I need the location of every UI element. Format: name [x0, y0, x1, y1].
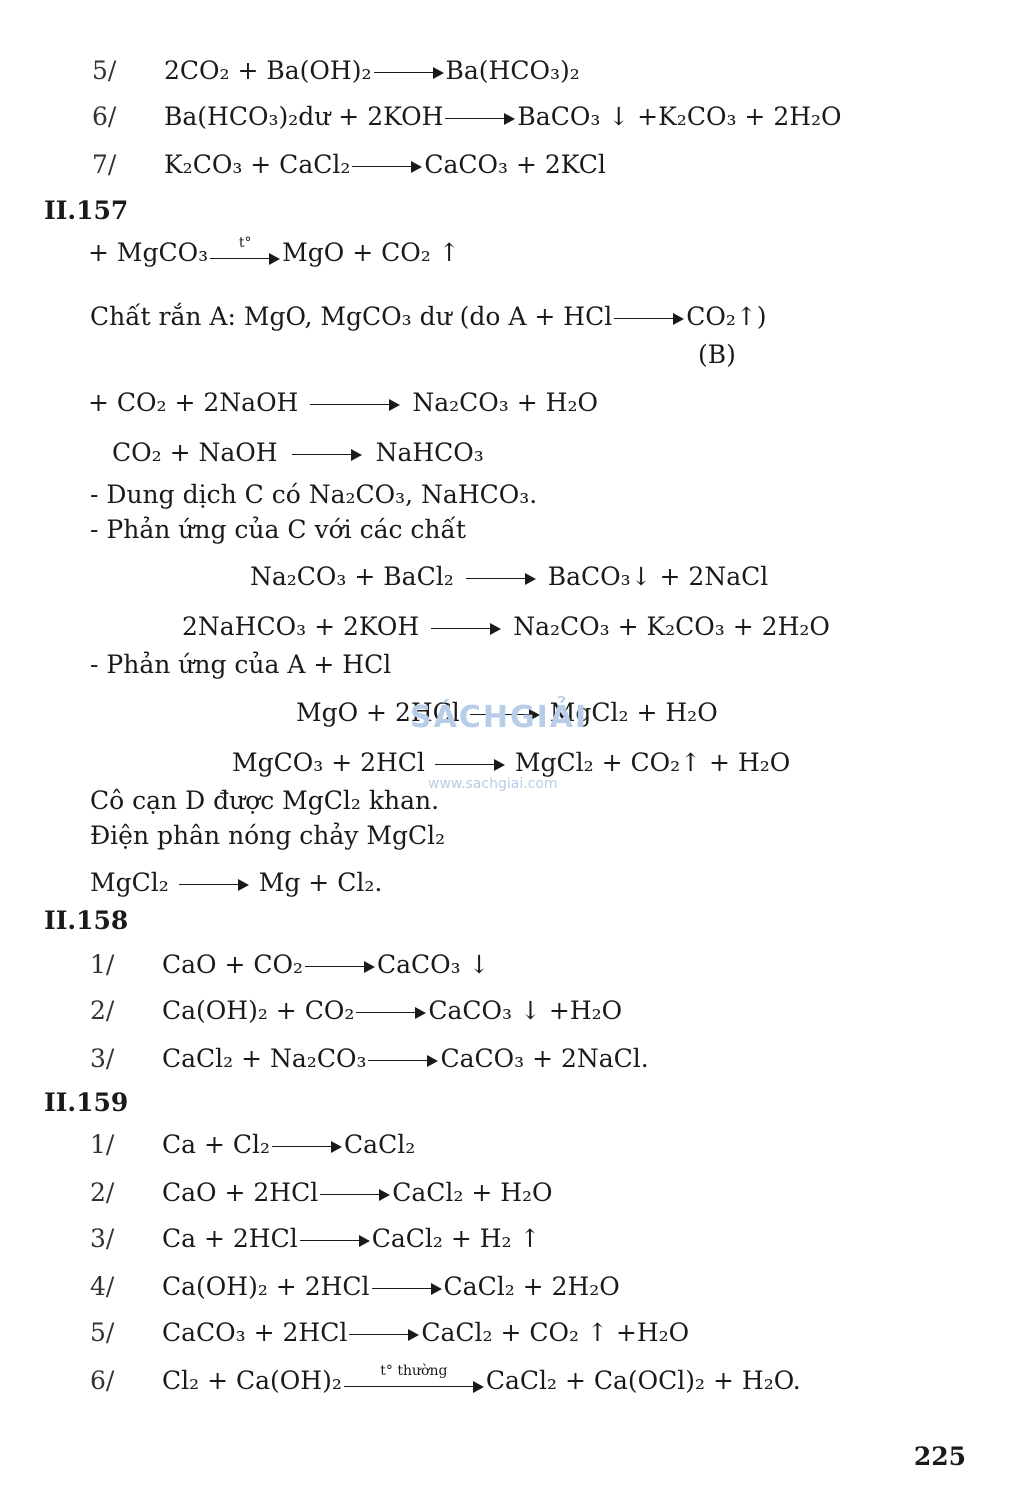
equation-line — [90, 952, 490, 977]
label-b: (B) — [698, 340, 736, 369]
text-line — [90, 304, 767, 329]
equation-line — [232, 750, 790, 775]
equation-right: MgCl₂ + CO₂↑ + H₂O — [514, 748, 791, 777]
watermark — [410, 700, 589, 792]
watermark-brand: SÁCHGIẢI — [410, 700, 589, 735]
equation-line — [90, 1362, 801, 1396]
item-number: 1/ — [90, 1130, 115, 1159]
equation-left: CaO + CO₂ — [162, 950, 304, 979]
equation-left: + MgCO₃ — [88, 238, 209, 267]
arrow-icon — [292, 446, 362, 464]
equation-left: 2CO₂ + Ba(OH)₂ — [164, 56, 372, 85]
equation-line — [90, 1226, 540, 1251]
equation-right: Na₂CO₃ + H₂O — [412, 388, 598, 417]
equation-left: MgO + 2HCl — [296, 698, 460, 727]
equation-right: CaCl₂ + 2H₂O — [443, 1272, 620, 1301]
item-number: 2/ — [90, 996, 115, 1025]
equation-left: Ca(OH)₂ + CO₂ — [162, 996, 355, 1025]
text-line: Cô cạn D được MgCl₂ khan. — [90, 786, 440, 815]
equation-line — [90, 1274, 620, 1299]
equation-right: NaHCO₃ — [375, 438, 484, 467]
item-number: 2/ — [90, 1178, 115, 1207]
arrow-label: t° thường — [380, 1362, 448, 1379]
equation-line — [88, 234, 460, 268]
item-number: 5/ — [90, 1318, 115, 1347]
equation-left: 2NaHCO₃ + 2KOH — [182, 612, 420, 641]
item-number: 5/ — [92, 56, 117, 85]
equation-right: CaCl₂ + CO₂ ↑ +H₂O — [421, 1318, 690, 1347]
section-heading: II.157 — [44, 196, 129, 225]
arrow-icon — [435, 756, 505, 774]
arrow-icon — [445, 110, 515, 128]
arrow-label: t° — [238, 234, 252, 251]
arrow-icon — [466, 570, 536, 588]
arrow-icon — [179, 876, 249, 894]
equation-right: CaCO₃ ↓ +H₂O — [428, 996, 623, 1025]
watermark-url: www.sachgiai.com — [428, 776, 558, 792]
equation-left: CO₂ + NaOH — [112, 438, 278, 467]
equation-right: CaCl₂ + H₂ ↑ — [371, 1224, 541, 1253]
equation-left: CaCl₂ + Na₂CO₃ — [162, 1044, 367, 1073]
arrow-icon — [344, 1362, 484, 1396]
equation-right: Mg + Cl₂. — [258, 868, 383, 897]
item-number: 6/ — [92, 102, 117, 131]
solid-a-text: Chất rắn A: MgO, MgCO₃ dư (do A + HCl — [90, 302, 613, 331]
equation-right: CaCO₃ + 2NaCl. — [440, 1044, 649, 1073]
equation-right: CaCO₃ ↓ — [377, 950, 490, 979]
equation-line — [90, 1046, 649, 1071]
equation-line — [90, 1180, 553, 1205]
arrow-icon — [352, 158, 422, 176]
text-line: - Phản ứng của A + HCl — [90, 650, 392, 679]
equation-left: Ca(OH)₂ + 2HCl — [162, 1272, 370, 1301]
equation-left: Na₂CO₃ + BaCl₂ — [250, 562, 454, 591]
text-line: - Dung dịch C có Na₂CO₃, NaHCO₃. — [90, 480, 538, 509]
equation-left: + CO₂ + 2NaOH — [88, 388, 299, 417]
equation-line — [182, 614, 830, 639]
equation-line — [92, 58, 580, 83]
equation-line — [90, 870, 382, 895]
arrow-icon — [300, 1232, 370, 1250]
section-heading: II.158 — [44, 906, 129, 935]
equation-right: CaCl₂ — [344, 1130, 416, 1159]
equation-right: Na₂CO₃ + K₂CO₃ + 2H₂O — [513, 612, 830, 641]
text-line: Điện phân nóng chảy MgCl₂ — [90, 821, 446, 850]
equation-left: K₂CO₃ + CaCl₂ — [164, 150, 351, 179]
item-number: 4/ — [90, 1272, 115, 1301]
arrow-icon — [310, 396, 400, 414]
arrow-icon — [349, 1326, 419, 1344]
arrow-icon — [272, 1138, 342, 1156]
arrow-icon — [372, 1280, 442, 1298]
item-number: 3/ — [90, 1224, 115, 1253]
arrow-icon — [210, 234, 280, 268]
equation-line — [112, 440, 484, 465]
arrow-icon — [374, 64, 444, 82]
equation-left: MgCl₂ — [90, 868, 169, 897]
equation-line — [90, 1132, 415, 1157]
equation-right: MgO + CO₂ ↑ — [282, 238, 460, 267]
equation-line — [250, 564, 768, 589]
equation-right: BaCO₃ ↓ +K₂CO₃ + 2H₂O — [517, 102, 842, 131]
equation-right: CaCO₃ + 2KCl — [424, 150, 606, 179]
arrow-icon — [368, 1052, 438, 1070]
solid-a-product: CO₂↑) — [686, 302, 767, 331]
item-number: 1/ — [90, 950, 115, 979]
equation-right: CaCl₂ + Ca(OCl)₂ + H₂O. — [485, 1366, 801, 1395]
arrow-icon — [356, 1004, 426, 1022]
arrow-icon — [431, 620, 501, 638]
equation-right: Ba(HCO₃)₂ — [445, 56, 580, 85]
arrow-icon — [614, 310, 684, 328]
arrow-icon — [320, 1186, 390, 1204]
equation-right: CaCl₂ + H₂O — [392, 1178, 553, 1207]
equation-left: CaCO₃ + 2HCl — [162, 1318, 348, 1347]
arrow-icon — [305, 958, 375, 976]
equation-left: Ca + Cl₂ — [162, 1130, 271, 1159]
item-number: 6/ — [90, 1366, 115, 1395]
equation-line — [90, 1320, 689, 1345]
equation-left: MgCO₃ + 2HCl — [232, 748, 425, 777]
equation-left: Ba(HCO₃)₂dư + 2KOH — [164, 102, 444, 131]
equation-right: MgCl₂ + H₂O — [549, 698, 718, 727]
equation-line — [92, 104, 842, 129]
equation-left: Cl₂ + Ca(OH)₂ — [162, 1366, 342, 1395]
item-number: 7/ — [92, 150, 117, 179]
page-number: 225 — [913, 1442, 966, 1471]
equation-right: BaCO₃↓ + 2NaCl — [547, 562, 769, 591]
item-number: 3/ — [90, 1044, 115, 1073]
section-heading: II.159 — [44, 1088, 129, 1117]
equation-line — [92, 152, 606, 177]
equation-line — [88, 390, 598, 415]
equation-line — [90, 998, 622, 1023]
equation-left: CaO + 2HCl — [162, 1178, 319, 1207]
text-line: - Phản ứng của C với các chất — [90, 515, 466, 544]
equation-left: Ca + 2HCl — [162, 1224, 298, 1253]
